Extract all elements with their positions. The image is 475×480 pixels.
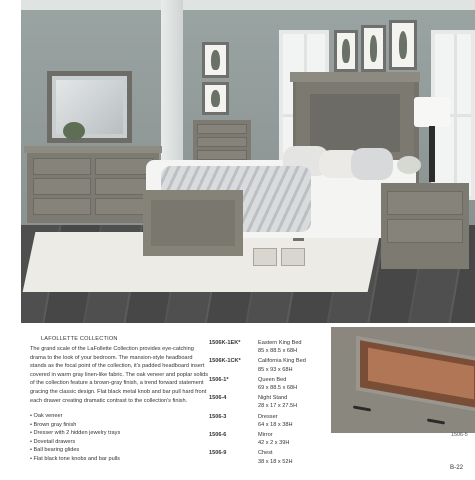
sku-code: 1506-6: [209, 432, 227, 439]
sku-code: 1506-4: [209, 395, 227, 402]
sku-name: Dresser: [258, 413, 278, 420]
collection-heading: LAFOLLETTE COLLECTION: [41, 336, 118, 342]
sku-row: [209, 339, 334, 355]
sku-list: [209, 339, 334, 468]
sku-dimensions: 69 x 88.5 x 68H: [258, 385, 298, 392]
pillow: [351, 148, 393, 180]
footboard: [143, 190, 243, 256]
framed-botanical-art: [334, 30, 358, 72]
sku-name: Chest: [258, 450, 273, 457]
drawer-detail-photo: [331, 327, 475, 433]
feature-item: • Dovetail drawers: [30, 438, 120, 447]
sku-name: Eastern King Bed: [258, 340, 302, 346]
storage-basket: [281, 248, 305, 266]
sku-dimensions: 64 x 18 x 38H: [258, 421, 293, 428]
collection-description: The grand scale of the LaFollette Collection provides eye-catching drama to the look of your bedroom. The mansion-style headboard stands as the focal point of the collection, it's padded headboard insert covered in warm gray linen-like fabric. The oak veneer and poplar solids of the collection feature a brown-gray finish, a trend forward statement gracing the classic design. Flat black metal knob and bar pull hard front each drawer creating dramatic contrast to the collection's finish.: [30, 346, 209, 404]
framed-botanical-art: [202, 42, 229, 78]
sku-code: 1506K-1CK*: [209, 358, 241, 365]
framed-botanical-art: [202, 82, 229, 115]
flower-vase: [397, 156, 421, 174]
storage-basket: [253, 248, 277, 266]
feature-item: • Dresser with 2 hidden jewelry trays: [30, 429, 120, 438]
sku-code: 1506-3: [209, 413, 227, 420]
feature-item: • Ball bearing glides: [30, 446, 120, 455]
lamp-shade: [414, 97, 450, 127]
mirror: [47, 71, 132, 143]
feature-list: [30, 412, 120, 463]
sku-name: Night Stand: [258, 395, 288, 402]
sku-name: Mirror: [258, 432, 273, 439]
sku-row: [209, 431, 334, 447]
night-stand: [381, 183, 469, 269]
sku-row: [209, 357, 334, 373]
chest: [193, 120, 251, 165]
sku-dimensions: 85 x 93 x 68H: [258, 366, 293, 373]
sku-name: Queen Bed: [258, 376, 287, 383]
sku-dimensions: 42 x 2 x 39H: [258, 440, 290, 447]
sku-dimensions: 38 x 18 x 52H: [258, 458, 293, 465]
framed-botanical-art: [389, 20, 417, 70]
feature-item: • Brown gray finish: [30, 421, 120, 430]
dresser: [27, 146, 159, 223]
sku-dimensions: 28 x 17 x 27.5H: [258, 403, 298, 410]
sku-code: 1506-1*: [209, 376, 229, 383]
potted-plant: [63, 122, 85, 140]
page-number: B-22: [450, 464, 464, 471]
lamp-base: [429, 126, 435, 182]
sku-dimensions: 85 x 88.5 x 68H: [258, 348, 298, 355]
feature-item: • Oak veneer: [30, 412, 120, 421]
crown-molding: [21, 0, 475, 10]
framed-botanical-art: [361, 25, 386, 72]
sku-row: [209, 449, 334, 465]
sku-code: 1506-9: [209, 450, 227, 457]
sku-name: California King Bed: [258, 358, 306, 365]
sku-row: [209, 413, 334, 429]
bedroom-photo: [21, 0, 475, 323]
sku-row: [209, 394, 334, 410]
inset-label: 1506-5: [451, 432, 468, 438]
feature-item: • Flat black tone knobs and bar pulls: [30, 455, 120, 464]
sku-code: 1506K-1EK*: [209, 340, 241, 346]
sku-row: [209, 376, 334, 392]
